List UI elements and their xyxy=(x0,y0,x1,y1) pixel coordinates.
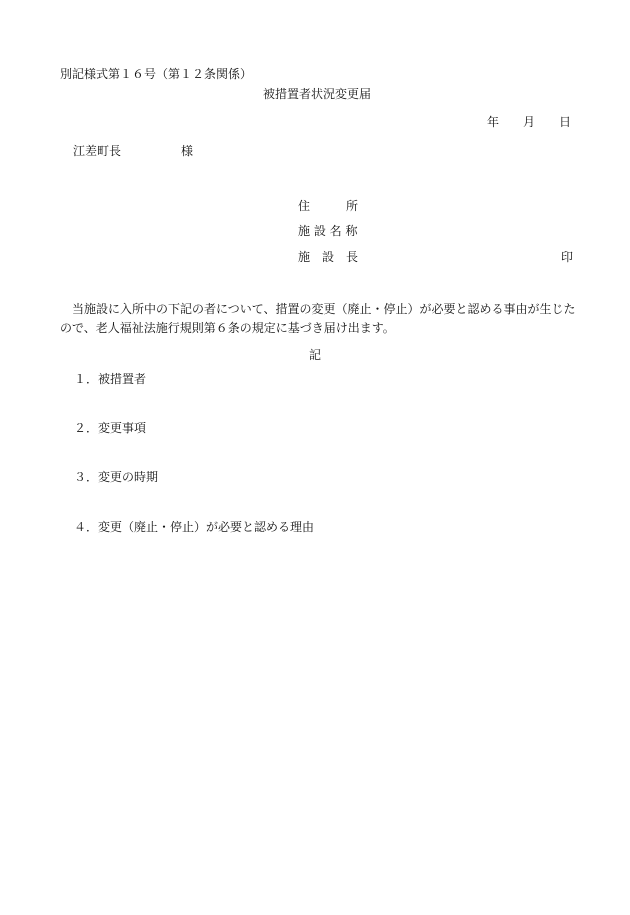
list-item-change-details: ２．変更事項 xyxy=(74,421,147,435)
addressee-name: 江差町長 xyxy=(73,144,122,158)
form-number-label: 別記様式第１６号（第１２条関係） xyxy=(60,67,253,81)
sender-address-label: 住 所 xyxy=(298,199,359,213)
date-line xyxy=(487,115,571,130)
list-item-change-timing: ３．変更の時期 xyxy=(74,470,159,484)
document-title: 被措置者状況変更届 xyxy=(263,87,372,101)
date-month-label: 月 xyxy=(523,115,536,129)
list-item-recipient: １．被措置者 xyxy=(74,372,147,386)
date-day-label: 日 xyxy=(559,115,572,129)
ki-heading: 記 xyxy=(309,348,322,362)
body-paragraph: 当施設に入所中の下記の者について、措置の変更（廃止・停止）が必要と認める事由が生じたので、老人福祉法施行規則第６条の規定に基づき届け出ます。 xyxy=(60,302,576,335)
addressee-honorific: 様 xyxy=(181,144,194,158)
sender-facility-name-label: 施 設 名 称 xyxy=(298,224,358,238)
sender-director-label: 施 設 長 xyxy=(298,250,359,264)
date-year-label: 年 xyxy=(487,115,500,129)
seal-mark: 印 xyxy=(561,250,574,264)
list-item-change-reason: ４．変更（廃止・停止）が必要と認める理由 xyxy=(74,520,315,534)
